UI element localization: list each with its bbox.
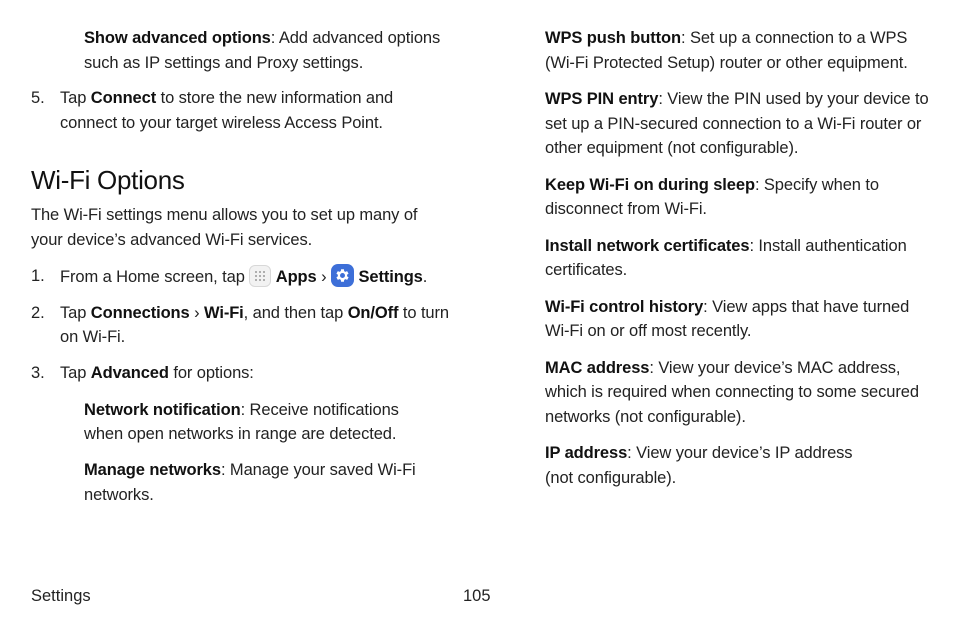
option-desc: : Set up a connection to a WPS (Wi-Fi Protected Setup) router or other equipment. xyxy=(545,29,908,72)
option-keep-wifi-on xyxy=(545,173,930,222)
apps-grid-icon xyxy=(249,265,271,287)
option-wps-push-button xyxy=(545,26,930,75)
step-term: Connect xyxy=(90,89,157,107)
option-term: MAC address xyxy=(545,358,650,377)
option-desc: : View the PIN used by your device to set up a PIN-secured connection to a Wi-Fi router or other equipment (not configurable). xyxy=(545,90,929,157)
step-text: From a Home screen, tap xyxy=(60,267,250,286)
step-term-apps: Apps xyxy=(275,267,317,286)
option-manage-networks xyxy=(31,458,451,507)
step-text: Tap xyxy=(60,303,91,322)
option-term: IP address xyxy=(545,444,628,462)
right-column xyxy=(545,26,930,490)
option-desc: : View your device’s IP address (not configurable). xyxy=(545,444,853,487)
step-number: 2. xyxy=(31,303,45,322)
step-3 xyxy=(31,361,451,386)
option-term: WPS push button xyxy=(545,29,681,47)
chevron-right-icon: › xyxy=(316,267,331,286)
option-desc: : View apps that have turned Wi-Fi on or off most recently. xyxy=(545,297,910,340)
option-term: WPS PIN entry xyxy=(545,90,659,108)
step-text: , and then tap xyxy=(243,303,348,322)
step-1 xyxy=(31,264,451,290)
option-term: Manage networks xyxy=(84,461,221,479)
chevron-right-icon: › xyxy=(189,303,204,322)
step-5 xyxy=(31,86,451,135)
settings-gear-icon xyxy=(331,264,354,287)
section-heading: Wi-Fi Options xyxy=(31,165,185,195)
step-term: On/Off xyxy=(347,303,399,322)
option-term: Keep Wi-Fi on during sleep xyxy=(545,175,755,194)
step-text: to store the new information and connect to your target wireless Access Point. xyxy=(60,89,394,132)
left-column xyxy=(31,26,451,507)
step-term: Wi-Fi xyxy=(204,303,244,322)
option-network-notification xyxy=(31,398,451,447)
footer-page-number: 105 xyxy=(463,587,491,605)
step-number: 5. xyxy=(31,89,45,107)
option-wifi-control-history xyxy=(545,295,930,344)
step-term: Advanced xyxy=(90,364,169,382)
option-term: Wi-Fi control history xyxy=(545,297,704,316)
option-desc: : Add advanced options such as IP settings and Proxy settings. xyxy=(84,29,441,72)
step-number: 3. xyxy=(31,364,45,382)
step-text: to turn on Wi-Fi. xyxy=(60,303,449,346)
option-ip-address xyxy=(545,441,875,490)
option-desc: : Specify when to disconnect from Wi-Fi. xyxy=(545,175,879,218)
option-install-certificates xyxy=(545,234,930,283)
step-text: . xyxy=(422,267,428,286)
option-desc: : View your device’s MAC address, which is required when connecting to some secured networks (not configurable). xyxy=(545,358,919,426)
option-wps-pin-entry xyxy=(545,87,930,161)
option-mac-address xyxy=(545,356,930,430)
footer-section-name: Settings xyxy=(31,587,91,605)
step-text: Tap xyxy=(60,89,91,107)
option-desc: : Manage your saved Wi-Fi networks. xyxy=(84,461,416,504)
option-term: Install network certificates xyxy=(545,236,750,255)
step-2 xyxy=(31,301,451,350)
step-term: Connections xyxy=(90,303,190,322)
option-desc: : Install authentication certificates. xyxy=(545,236,907,279)
step-text: Tap xyxy=(60,364,91,382)
option-term: Network notification xyxy=(84,400,241,419)
section-lead: The Wi-Fi settings menu allows you to set up many of your device’s advanced Wi-Fi services. xyxy=(31,206,418,249)
step-text: for options: xyxy=(168,364,254,382)
option-term: Show advanced options xyxy=(84,29,271,47)
step-term-settings: Settings xyxy=(358,267,423,286)
option-show-advanced xyxy=(31,26,451,75)
step-number: 1. xyxy=(31,266,45,285)
option-desc: : Receive notifications when open networks in range are detected. xyxy=(84,400,399,443)
